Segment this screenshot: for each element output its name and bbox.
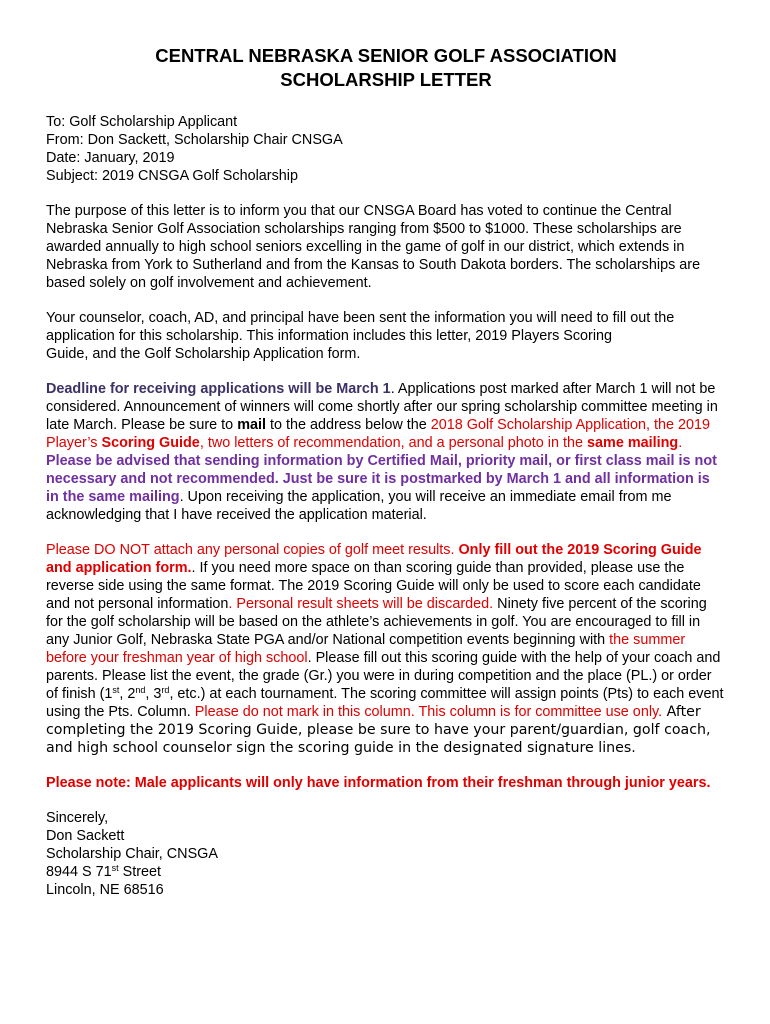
counselor-line-1: Your counselor, coach, AD, and principal have been sent the information you will need to fill out the xyxy=(46,310,675,326)
same-mailing-emphasis: same mailing xyxy=(587,435,679,451)
mail-emphasis: mail xyxy=(237,417,266,433)
title-line-1: CENTRAL NEBRASKA SENIOR GOLF ASSOCIATION xyxy=(155,45,617,66)
signer-role: Scholarship Chair, CNSGA xyxy=(46,846,218,862)
ordinal-sep-2: , 3 xyxy=(145,686,162,702)
letter-title xyxy=(46,44,726,92)
instructions-sentence-4: , etc.) at each tournament. The scoring committee will assign points (Pts) to each event using the Pts. Column. xyxy=(46,686,724,720)
to-line: To: Golf Scholarship Applicant xyxy=(46,114,238,130)
do-not-attach-text: Please DO NOT attach any personal copies of golf meet results. xyxy=(46,542,459,558)
do-not-mark-text: Please do not mark in this column. This column is for committee use only. xyxy=(194,704,663,720)
mailing-advisory-text: Please be advised that sending information by Certified Mail, priority mail, or first class mail is not necessary and not recommended. Just be sure it is postmarked by March 1 and all information is in the same mailing xyxy=(46,453,717,505)
date-line: Date: January, 2019 xyxy=(46,150,175,166)
freshman-summer-text: the summer before your freshman year of high school xyxy=(46,632,686,666)
letter-closing xyxy=(46,809,726,899)
required-items-text-2: , two letters of recommendation, and a personal photo in the xyxy=(199,435,588,451)
male-applicants-note: Please note: Male applicants will only have information from their freshman through junior years. xyxy=(46,775,711,791)
ordinal-st: st xyxy=(112,685,120,695)
deadline-text: Deadline for receiving applications will be March 1 xyxy=(46,381,391,397)
street-address xyxy=(46,863,726,881)
from-line: From: Don Sackett, Scholarship Chair CNSGA xyxy=(46,132,343,148)
scoring-guide-emphasis: Scoring Guide xyxy=(101,435,200,451)
ordinal-sep-1: , 2 xyxy=(119,686,136,702)
deadline-sentence-1: . Applications post marked after March 1 will not be considered. Announcement of winners will come shortly after our spring scholarship committee meeting in late March. Please be sure to xyxy=(46,381,718,433)
instructions-paragraph xyxy=(46,541,726,757)
city-line: Lincoln, NE 68516 xyxy=(46,882,164,898)
letter-page xyxy=(46,44,726,899)
street-ordinal: st xyxy=(111,863,119,873)
street-prefix: 8944 S 71 xyxy=(46,864,112,880)
purpose-paragraph: The purpose of this letter is to inform you that our CNSGA Board has voted to continue the Central Nebraska Senior Golf Association scholarships ranging from $500 to $1000. These scholarships are awarded annually to high school seniors excelling in the game of golf in our district, which extends in Nebraska from York to Sutherland and from the Kansas to South Dakota borders. The scholarships are based solely on golf involvement and achievement. xyxy=(46,203,701,291)
signature-instructions-text: After completing the 2019 Scoring Guide, please be sure to have your parent/guardian, golf coach, and high school counselor sign the scoring guide in the designated signature lines. xyxy=(46,704,711,756)
instructions-sentence-2: Ninety five percent of the scoring for the golf scholarship will be based on the athlete’s achievements in golf. You are encouraged to fill in any Junior Golf, Nebraska State PGA and/or National competition events beginning with xyxy=(46,596,707,648)
counselor-line-2: application for this scholarship. This information includes this letter, 2019 Players Scoring xyxy=(46,328,613,344)
street-suffix: Street xyxy=(118,864,162,880)
only-fill-out-text: Only fill out the 2019 Scoring Guide and application form. xyxy=(46,542,702,576)
ordinal-nd: nd xyxy=(135,685,146,695)
discarded-text: . Personal result sheets will be discarded. xyxy=(228,596,494,612)
instructions-sentence-1: . If you need more space on than scoring guide than provided, please use the reverse side using the same format. The 2019 Scoring Guide will only be used to score each candidate and not personal information xyxy=(46,560,701,612)
sincerely-line: Sincerely, xyxy=(46,810,109,826)
deadline-paragraph xyxy=(46,380,726,524)
required-items-text: 2018 Golf Scholarship Application, the 2019 Player’s xyxy=(46,417,710,451)
deadline-sentence-2: to the address below the xyxy=(265,417,431,433)
instructions-sentence-3: . Please fill out this scoring guide with the help of your coach and parents. Please list the event, the grade (Gr.) you were in during competition and the place (PL.) or order of finish (1 xyxy=(46,650,721,702)
title-line-2: SCHOLARSHIP LETTER xyxy=(280,69,492,90)
ordinal-rd: rd xyxy=(161,685,170,695)
subject-line: Subject: 2019 CNSGA Golf Scholarship xyxy=(46,168,298,184)
period-red: . xyxy=(678,435,683,451)
signer-name: Don Sackett xyxy=(46,828,125,844)
deadline-sentence-3: . Upon receiving the application, you will receive an immediate email from me acknowledging that I have received the application material. xyxy=(46,489,672,523)
counselor-line-3: Guide, and the Golf Scholarship Application form. xyxy=(46,346,361,362)
counselor-paragraph xyxy=(46,309,726,363)
